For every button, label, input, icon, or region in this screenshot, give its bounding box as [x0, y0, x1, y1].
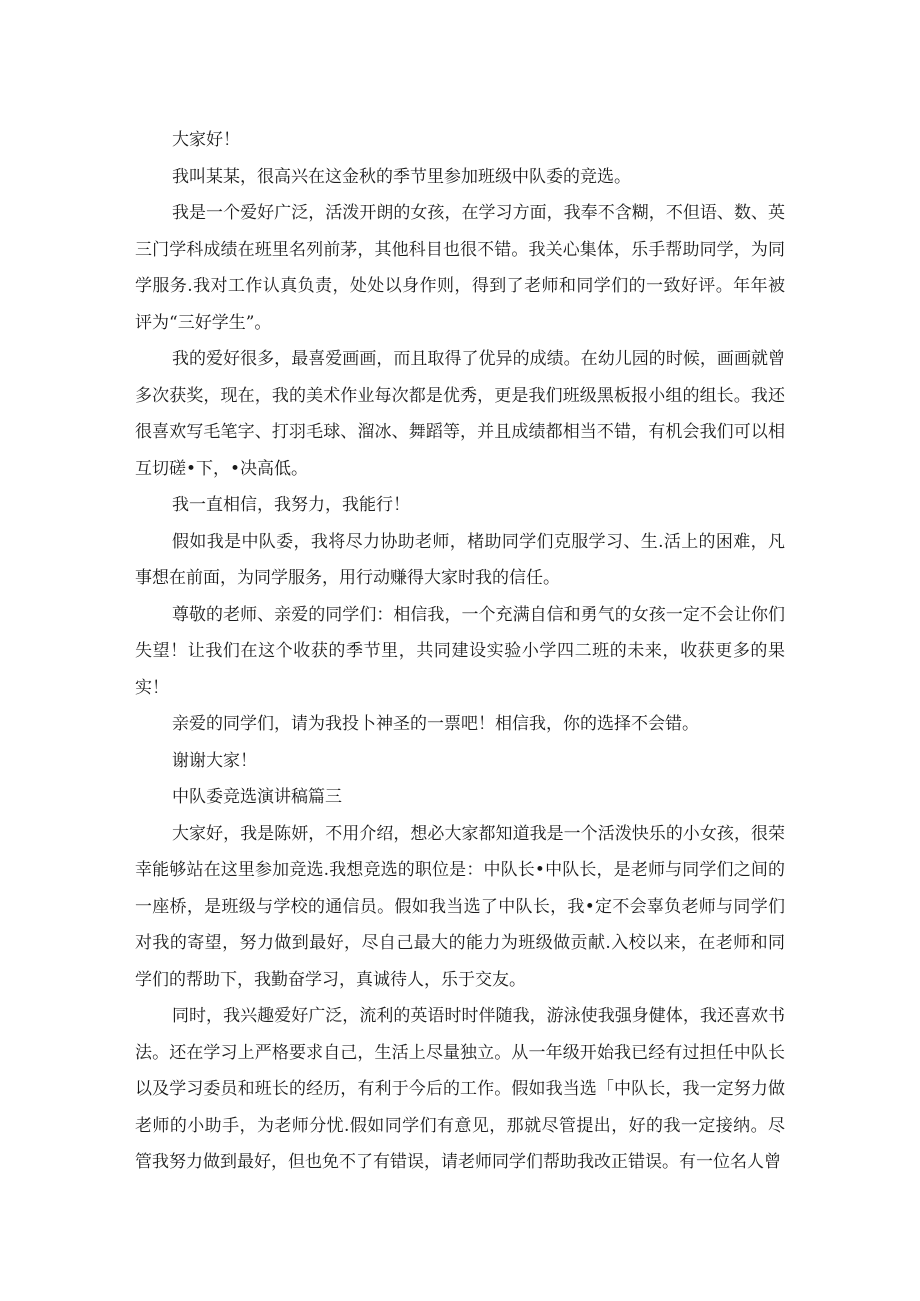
- document-body: [135, 122, 785, 1181]
- body-paragraph: 我的爱好很多，最喜爱画画，而且取得了优异的成绩。在幼儿园的时候，画画就曾多次获奖，现在，我的美术作业每次都是优秀，更是我们班级黑板报小组的组长。我还很喜欢写毛笔字、打羽毛球、溜冰、舞蹈等，并且成绩都相当不错，有机会我们可以相互切磋•下，•决高低。: [135, 349, 785, 479]
- section-heading: 中队委竞选演讲稿篇三: [172, 787, 342, 807]
- closing-paragraph: 谢谢大家！: [172, 750, 257, 771]
- body-paragraph: 亲爱的同学们，请为我投卜神圣的一票吧！相信我，你的选择不会错。: [172, 714, 699, 734]
- body-paragraph: 尊敬的老师、亲爱的同学们：相信我，一个充满自信和勇气的女孩一定不会让你们失望！让我们在这个收获的季节里，共同建设实验小学四二班的未来，收获更多的果实！: [135, 604, 785, 698]
- body-paragraph: 假如我是中队委，我将尽力协助老师，楮助同学们克服学习、生.活上的困难，凡事想在前面，为同学服务，用行动赚得大家时我的信任。: [135, 531, 785, 588]
- greeting-paragraph: 大家好！: [172, 130, 240, 150]
- body-paragraph: 我是一个爱好广泛，活泼开朗的女孩，在学习方面，我奉不含糊，不但语、数、英三门学科成绩在班里名列前茅，其他科目也很不错。我关心集体，乐手帮助同学，为同学服务.我对工作认真负责，处处以身作则，得到了老师和同学们的一致好评。年年被评为“三好学生”。: [135, 203, 785, 333]
- body-paragraph: 同时，我兴趣爱好广泛，流利的英语时时伴随我，游泳使我强身健体，我还喜欢书法。还在学习上严格要求自己，生活上尽量独立。从一年级开始我已经有过担任中队长以及学习委员和班长的经历，有利于今后的工作。假如我当选「中队长，我一定努力做老师的小助手，为老师分忧.假如同学们有意见，那就尽管提出，好的我一定接纳。尽管我努力做到最好，但也免不了有错误，请老师同学们帮助我改正错误。有一位名人曾: [135, 1006, 785, 1172]
- body-paragraph: 大家好，我是陈妍，不用介绍，想必大家都知道我是一个活泼快乐的小女孩，很荣幸能够站在这里参加竞选.我想竞选的职位是：中队长•中队长，是老师与同学们之间的一座桥，是班级与学校的通信员。假如我当选了中队长，我•定不会辜负老师与同学们对我的寄望，努力做到最好，尽自己最大的能力为班级做贡献.入校以来，在老师和同学们的帮助下，我勤奋学习，真诚待人，乐于交友。: [135, 823, 785, 990]
- intro-paragraph: 我叫某某，很高兴在这金秋的季节里参加班级中队委的竞选。: [172, 166, 631, 187]
- body-paragraph: 我一直相信，我努力，我能行！: [172, 495, 410, 515]
